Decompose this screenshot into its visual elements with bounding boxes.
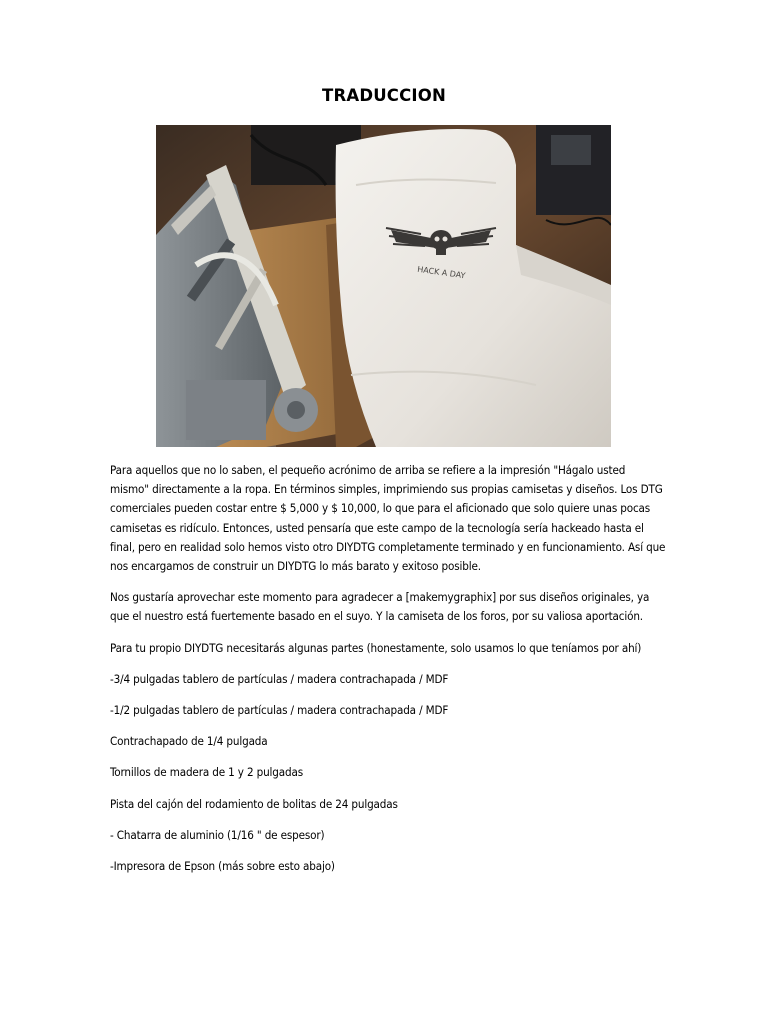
parts-list-item: -1/2 pulgadas tablero de partículas / madera contrachapada / MDF: [110, 703, 449, 718]
shirt-print-text: HACK A DAY: [416, 264, 466, 281]
paragraph-parts-intro: Para tu propio DIYDTG necesitarás algunas partes (honestamente, solo usamos lo que teníamos por ahí): [110, 640, 642, 655]
paragraph-intro: Para aquellos que no lo saben, el pequeño acrónimo de arriba se refiere a la impresión "Hágalo usted mismo" directamente a la ropa. En términos simples, imprimiendo sus propias camisetas y diseños. Los DTG comerciales pueden costar entre $ 5,000 y $ 10,000, lo que para el aficionado que solo quiere unas pocas camisetas es ridículo. Entonces, usted pensaría que este campo de la tecnología sería hackeado hasta el final, pero en realidad solo hemos visto otro DIYDTG completamente terminado y en funcionamiento. Así que nos encargamos de construir un DIYDTG lo más barato y exitoso posible.: [110, 463, 666, 574]
paragraph-thanks: Nos gustaría aprovechar este momento para agradecer a [makemygraphix] por sus diseños originales, ya que el nuestro está fuertemente basado en el suyo. Y la camiseta de los foros, por su valiosa aportación.: [110, 590, 650, 624]
page-title: TRADUCCION: [321, 86, 447, 105]
parts-list-item: -Impresora de Epson (más sobre esto abajo): [110, 859, 335, 874]
parts-list-item: Tornillos de madera de 1 y 2 pulgadas: [110, 765, 304, 780]
body-text: [110, 461, 666, 888]
parts-list-item: - Chatarra de aluminio (1/16 " de espesor): [110, 827, 325, 842]
diy-printer-photo: [156, 125, 611, 447]
parts-list-item: Pista del cajón del rodamiento de bolitas de 24 pulgadas: [110, 796, 398, 811]
parts-list-item: Contrachapado de 1/4 pulgada: [110, 734, 268, 749]
parts-list-item: -3/4 pulgadas tablero de partículas / madera contrachapada / MDF: [110, 671, 449, 686]
